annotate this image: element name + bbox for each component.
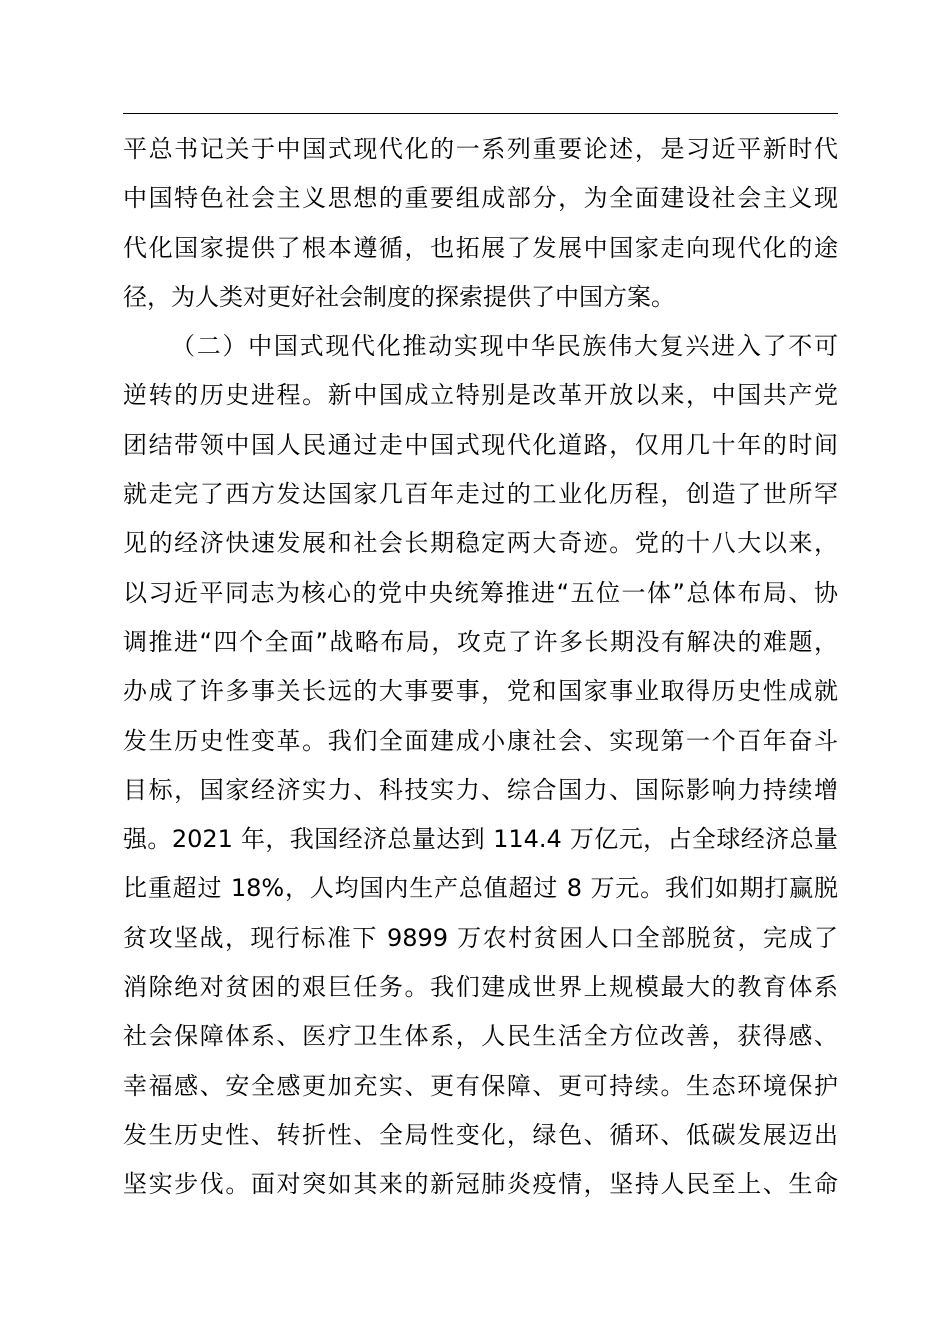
text-line: 发生历史性、转折性、全局性变化，绿色、循环、低碳发展迈出: [123, 1120, 838, 1149]
text-line: 见的经济快速发展和社会长期稳定两大奇迹。党的十八大以来，: [123, 529, 838, 558]
header-rule: [123, 113, 838, 114]
text-line: 社会保障体系、医疗卫生体系，人民生活全方位改善，获得感、: [123, 1022, 838, 1051]
text-line: 强。2021 年，我国经济总量达到 114.4 万亿元，占全球经济总量: [123, 825, 838, 854]
document-body: [123, 125, 838, 1210]
section-heading-line: （二）中国式现代化推动实现中华民族伟大复兴进入了不可: [171, 332, 838, 361]
text-line: 坚实步伐。面对突如其来的新冠肺炎疫情，坚持人民至上、生命: [123, 1170, 838, 1199]
text-line: 发生历史性变革。我们全面建成小康社会、实现第一个百年奋斗: [123, 726, 838, 755]
text-line: 代化国家提供了根本遵循，也拓展了发展中国家走向现代化的途: [123, 233, 838, 262]
text-line: 幸福感、安全感更加充实、更有保障、更可持续。生态环境保护: [123, 1071, 838, 1100]
text-line: 比重超过 18%，人均国内生产总值超过 8 万元。我们如期打赢脱: [123, 874, 838, 903]
text-line: 消除绝对贫困的艰巨任务。我们建成世界上规模最大的教育体系: [123, 973, 838, 1002]
text-line: 目标，国家经济实力、科技实力、综合国力、国际影响力持续增: [123, 775, 838, 804]
text-line: 办成了许多事关长远的大事要事，党和国家事业取得历史性成就: [123, 677, 838, 706]
text-line: 贫攻坚战，现行标准下 9899 万农村贫困人口全部脱贫，完成了: [123, 923, 838, 952]
text-line: 径，为人类对更好社会制度的探索提供了中国方案。: [123, 282, 675, 311]
paragraph-2: [123, 322, 838, 1209]
text-line: 中国特色社会主义思想的重要组成部分，为全面建设社会主义现: [123, 184, 838, 213]
text-line: 就走完了西方发达国家几百年走过的工业化历程，创造了世所罕: [123, 480, 838, 509]
paragraph-1: [123, 125, 838, 322]
text-line: 平总书记关于中国式现代化的一系列重要论述，是习近平新时代: [123, 135, 838, 163]
text-line: 团结带领中国人民通过走中国式现代化道路，仅用几十年的时间: [123, 430, 838, 459]
text-line: 以习近平同志为核心的党中央统筹推进“五位一体”总体布局、协: [123, 578, 838, 607]
text-line: 逆转的历史进程。新中国成立特别是改革开放以来，中国共产党: [123, 381, 838, 410]
text-line: 调推进“四个全面”战略布局，攻克了许多长期没有解决的难题，: [123, 627, 838, 656]
